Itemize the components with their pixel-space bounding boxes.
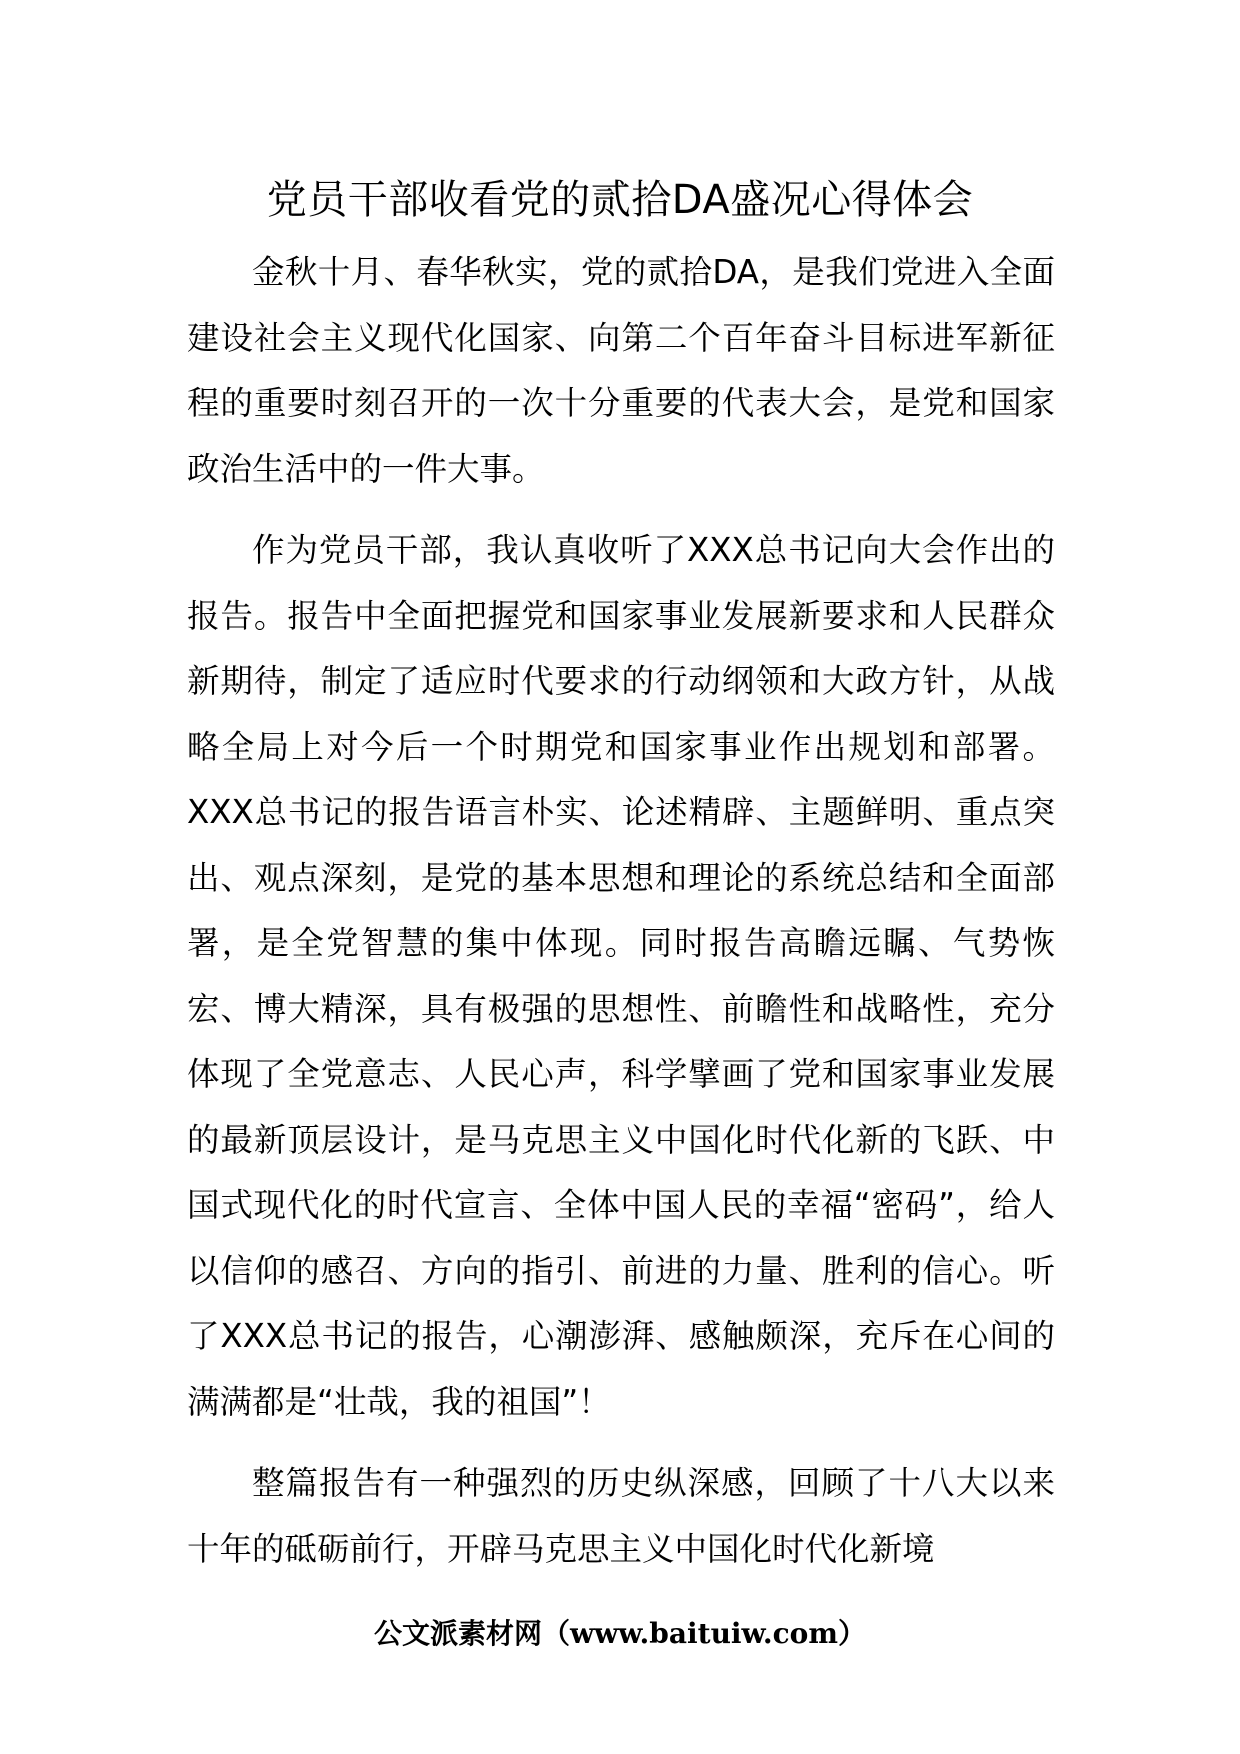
paragraph-3: 整篇报告有一种强烈的历史纵深感，回顾了十八大以来十年的砥砺前行，开辟马克思主义中国化时代化新境	[187, 1464, 1055, 1568]
footer-source: 公文派素材网（www.baituiw.com）	[374, 1617, 866, 1650]
paragraph-2: 作为党员干部，我认真收听了XXX总书记向大会作出的报告。报告中全面把握党和国家事业发展新要求和人民群众新期待，制定了适应时代要求的行动纲领和大政方针，从战略全局上对今后一个时期党和国家事业作出规划和部署。XXX总书记的报告语言朴实、论述精辟、主题鲜明、重点突出、观点深刻，是党的基本思想和理论的系统总结和全面部署，是全党智慧的集中体现。同时报告高瞻远瞩、气势恢宏、博大精深，具有极强的思想性、前瞻性和战略性，充分体现了全党意志、人民心声，科学擘画了党和国家事业发展的最新顶层设计，是马克思主义中国化时代化新的飞跃、中国式现代化的时代宣言、全体中国人民的幸福“密码”，给人以信仰的感召、方向的指引、前进的力量、胜利的信心。听了XXX总书记的报告，心潮澎湃、感触颇深，充斥在心间的满满都是“壮哉，我的祖国”！	[187, 531, 1055, 1421]
document-body	[187, 240, 1055, 1582]
paragraph-1: 金秋十月、春华秋实，党的贰拾DA，是我们党进入全面建设社会主义现代化国家、向第二个百年奋斗目标进军新征程的重要时刻召开的一次十分重要的代表大会，是党和国家政治生活中的一件大事。	[187, 253, 1055, 488]
document-title: 党员干部收看党的贰拾DA盛况心得体会	[266, 177, 974, 223]
